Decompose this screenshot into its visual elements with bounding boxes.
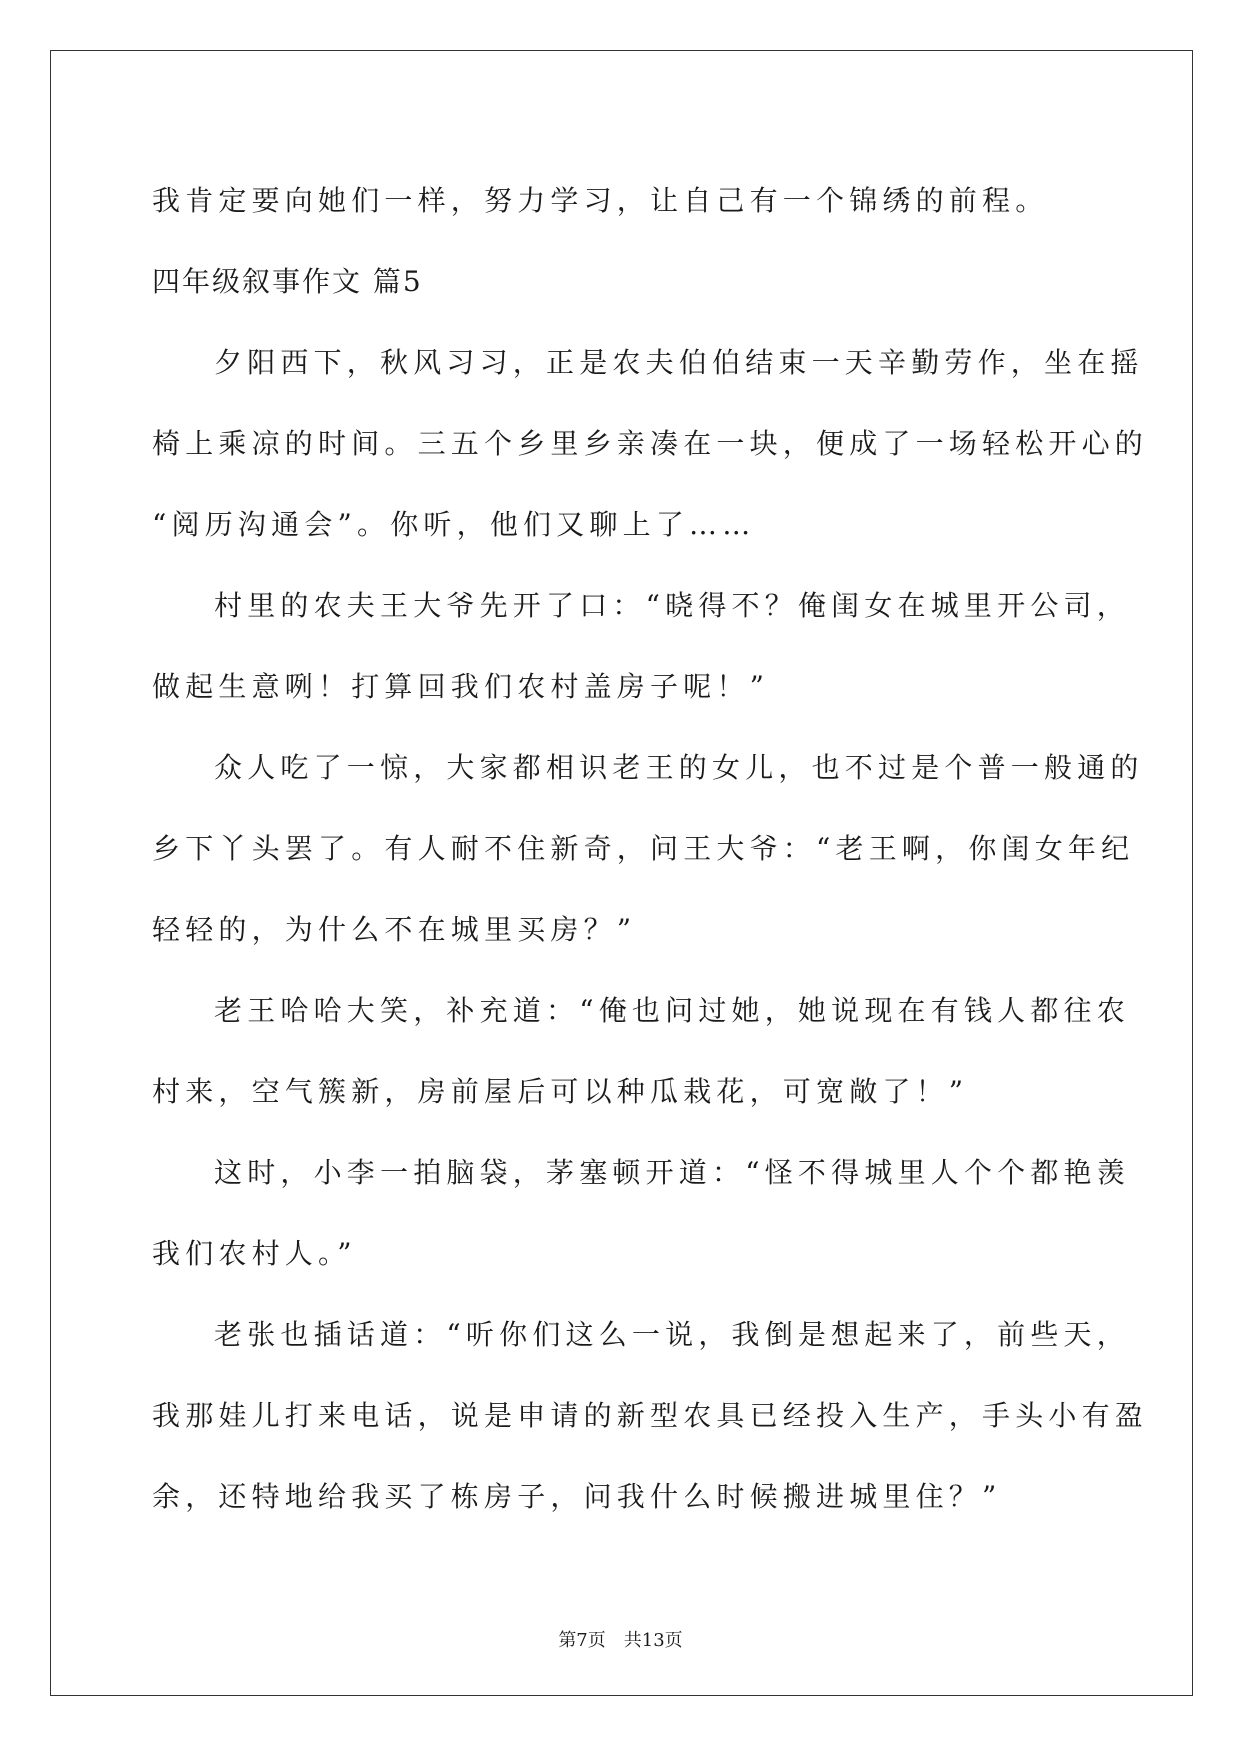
paragraph-line: “阅历沟通会”。你听，他们又聊上了…… [152,508,756,541]
paragraph-line: 老王哈哈大笑，补充道：“俺也问过她，她说现在有钱人都往农 [214,994,1130,1027]
paragraph-line: 众人吃了一惊，大家都相识老王的女儿，也不过是个普一般通的 [214,751,1144,784]
paragraph-line: 村里的农夫王大爷先开了口：“晓得不？俺闺女在城里开公司， [214,589,1130,622]
paragraph-line: 我那娃儿打来电话，说是申请的新型农具已经投入生产，手头小有盈 [152,1399,1149,1432]
paragraph-line: 我肯定要向她们一样，努力学习，让自己有一个锦绣的前程。 [152,184,1049,217]
section-heading: 四年级叙事作文 篇5 [152,265,423,298]
paragraph-line: 这时，小李一拍脑袋，茅塞顿开道：“怪不得城里人个个都艳羡 [214,1156,1130,1189]
paragraph-line: 老张也插话道：“听你们这么一说，我倒是想起来了，前些天， [214,1318,1130,1351]
paragraph-line: 做起生意咧！打算回我们农村盖房子呢！” [152,670,770,703]
paragraph-line: 余，还特地给我买了栋房子，问我什么时候搬进城里住？” [152,1480,1002,1513]
paragraph-line: 椅上乘凉的时间。三五个乡里乡亲凑在一块，便成了一场轻松开心的 [152,427,1149,460]
paragraph-line: 乡下丫头罢了。有人耐不住新奇，问王大爷：“老王啊，你闺女年纪 [152,832,1135,865]
paragraph-line: 我们农村人。” [152,1237,357,1270]
paragraph-line: 村来，空气簇新，房前屋后可以种瓜栽花，可宽敞了！” [152,1075,969,1108]
document-body [152,160,1149,1537]
page-number: 第7页 共13页 [558,1630,683,1651]
paragraph-line: 轻轻的，为什么不在城里买房？” [152,913,637,946]
paragraph-line: 夕阳西下，秋风习习，正是农夫伯伯结束一天辛勤劳作，坐在摇 [214,346,1144,379]
